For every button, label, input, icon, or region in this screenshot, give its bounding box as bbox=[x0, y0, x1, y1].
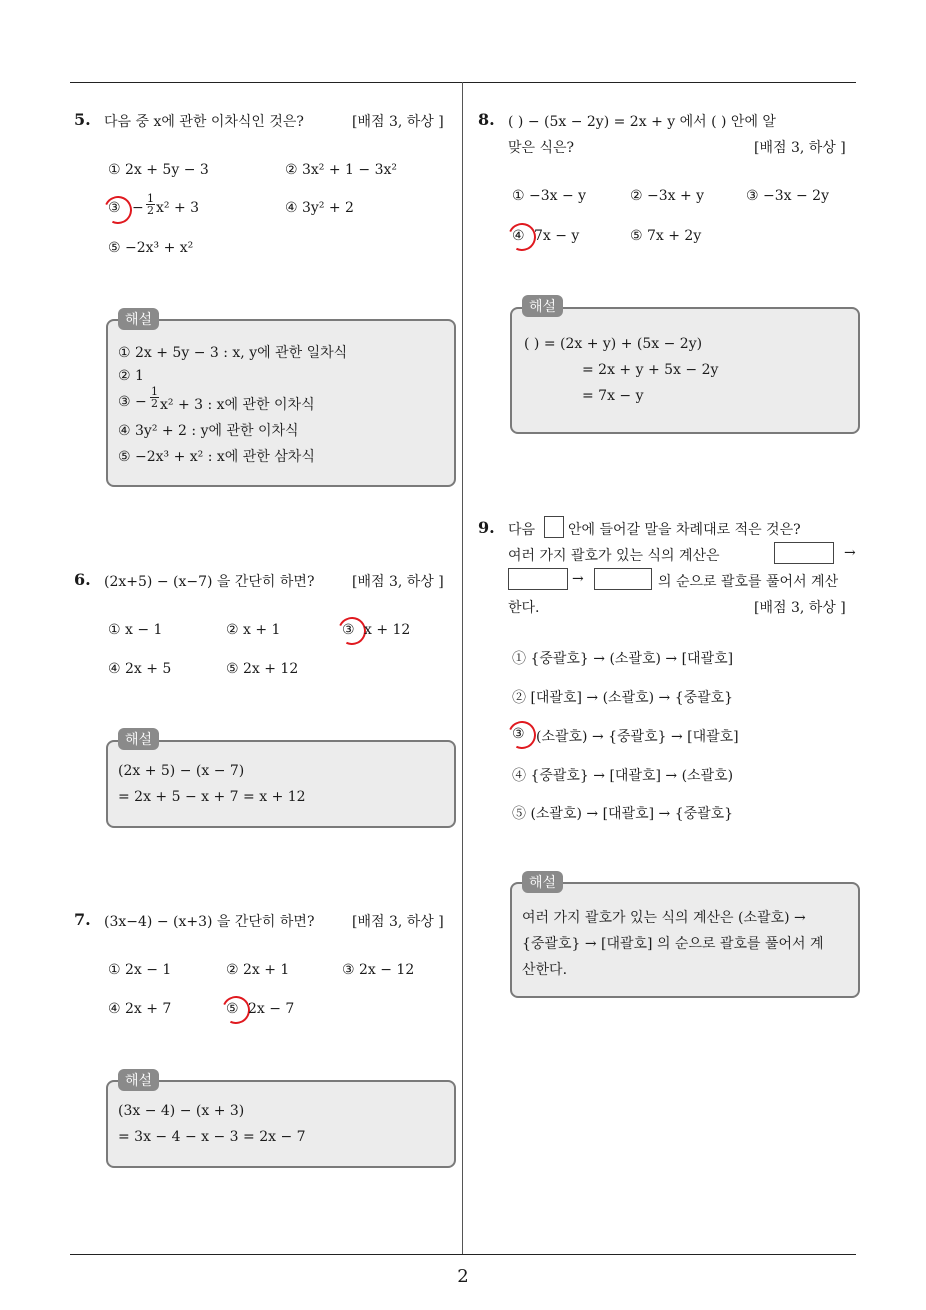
page-number: 2 bbox=[457, 1266, 469, 1287]
option-3-fraction bbox=[146, 193, 155, 216]
option-5[interactable]: ⑤ 2x + 12 bbox=[226, 661, 299, 677]
score-meta: [배점 3, 하상 ] bbox=[754, 600, 846, 616]
question-number: 8. bbox=[478, 110, 495, 129]
blank-box bbox=[544, 516, 564, 538]
column-divider bbox=[462, 82, 463, 1254]
question-line-3-tail: 의 순으로 괄호를 풀어서 계산 bbox=[658, 574, 839, 590]
fraction-denominator: 2 bbox=[151, 397, 158, 410]
solution-line: ( ) = (2x + y) + (5x − 2y) bbox=[524, 336, 703, 352]
solution-line: = 2x + y + 5x − 2y bbox=[582, 362, 719, 378]
question-text: (2x+5) − (x−7) 을 간단히 하면? bbox=[104, 574, 315, 590]
question-line-2: 여러 가지 괄호가 있는 식의 계산은 bbox=[508, 548, 720, 564]
blank-box-3 bbox=[594, 568, 652, 590]
solution-line: (3x − 4) − (x + 3) bbox=[118, 1103, 245, 1119]
solution-line: {중괄호} → [대괄호] 의 순으로 괄호를 풀어서 계 bbox=[522, 936, 824, 952]
score-meta: [배점 3, 하상 ] bbox=[754, 140, 846, 156]
question-text: ( ) − (5x − 2y) = 2x + y 에서 ( ) 안에 알 bbox=[508, 114, 776, 130]
solution-box bbox=[106, 740, 456, 828]
question-number: 7. bbox=[74, 910, 91, 929]
solution-tag: 해설 bbox=[118, 728, 159, 750]
option-1[interactable]: ① x − 1 bbox=[108, 622, 163, 638]
option-1[interactable]: ① {중괄호} → (소괄호) → [대괄호] bbox=[512, 651, 734, 667]
fraction-numerator: 1 bbox=[147, 192, 154, 205]
solution-line: = 2x + 5 − x + 7 = x + 12 bbox=[118, 789, 306, 805]
option-4-text: 7x − y bbox=[534, 228, 580, 244]
score-meta: [배점 3, 하상 ] bbox=[352, 574, 444, 590]
option-1[interactable]: ① 2x − 1 bbox=[108, 962, 172, 978]
question-number: 9. bbox=[478, 518, 495, 537]
score-meta: [배점 3, 하상 ] bbox=[352, 914, 444, 930]
solution-line: = 3x − 4 − x − 3 = 2x − 7 bbox=[118, 1129, 306, 1145]
option-3-tail: x² + 3 bbox=[156, 200, 200, 216]
option-5-marker[interactable]: ⑤ bbox=[226, 1001, 239, 1017]
option-2[interactable]: ② x + 1 bbox=[226, 622, 281, 638]
blank-box-1 bbox=[774, 542, 834, 564]
solution-fraction bbox=[150, 386, 159, 409]
solution-line: ① 2x + 5y − 3 : x, y에 관한 일차식 bbox=[118, 345, 348, 361]
solution-tag: 해설 bbox=[118, 308, 159, 330]
fraction-numerator: 1 bbox=[151, 385, 158, 398]
option-3-minus: − bbox=[132, 200, 144, 216]
solution-tag: 해설 bbox=[522, 295, 563, 317]
solution-line: (2x + 5) − (x − 7) bbox=[118, 763, 245, 779]
option-4[interactable]: ④ 2x + 7 bbox=[108, 1001, 172, 1017]
option-2[interactable]: ② 2x + 1 bbox=[226, 962, 290, 978]
option-3[interactable]: ③ −3x − 2y bbox=[746, 188, 829, 204]
question-text-a: 다음 bbox=[508, 522, 536, 538]
option-1[interactable]: ① 2x + 5y − 3 bbox=[108, 162, 209, 178]
question-text: (3x−4) − (x+3) 을 간단히 하면? bbox=[104, 914, 315, 930]
blank-box-2 bbox=[508, 568, 568, 590]
option-5[interactable]: ⑤ 7x + 2y bbox=[630, 228, 702, 244]
fraction-denominator: 2 bbox=[147, 204, 154, 217]
option-5-text: 2x − 7 bbox=[248, 1001, 295, 1017]
option-5[interactable]: ⑤ −2x³ + x² bbox=[108, 240, 194, 256]
option-4[interactable]: ④ 3y² + 2 bbox=[285, 200, 354, 216]
solution-line: ⑤ −2x³ + x² : x에 관한 삼차식 bbox=[118, 449, 315, 465]
solution-line: x² + 3 : x에 관한 이차식 bbox=[160, 397, 315, 413]
arrow: → bbox=[572, 571, 584, 587]
question-number: 6. bbox=[74, 570, 91, 589]
option-2[interactable]: ② 3x² + 1 − 3x² bbox=[285, 162, 397, 178]
solution-tag: 해설 bbox=[522, 871, 563, 893]
option-3-marker[interactable]: ③ bbox=[342, 622, 355, 638]
option-2[interactable]: ② −3x + y bbox=[630, 188, 705, 204]
option-3-marker[interactable]: ③ bbox=[108, 200, 121, 216]
solution-line: ③ − bbox=[118, 394, 147, 410]
option-3-marker[interactable]: ③ bbox=[512, 726, 525, 742]
question-number: 5. bbox=[74, 110, 91, 129]
option-3-text: x + 12 bbox=[364, 622, 411, 638]
bottom-rule bbox=[70, 1254, 856, 1255]
option-5[interactable]: ⑤ (소괄호) → [대괄호] → {중괄호} bbox=[512, 806, 734, 822]
score-meta: [배점 3, 하상 ] bbox=[352, 114, 444, 130]
solution-line: 산한다. bbox=[522, 962, 568, 978]
solution-box bbox=[106, 1080, 456, 1168]
option-4[interactable]: ④ 2x + 5 bbox=[108, 661, 172, 677]
solution-line: 여러 가지 괄호가 있는 식의 계산은 (소괄호) → bbox=[522, 910, 806, 926]
option-3-text: (소괄호) → {중괄호} → [대괄호] bbox=[536, 729, 739, 745]
solution-line: ④ 3y² + 2 : y에 관한 이차식 bbox=[118, 423, 299, 439]
question-text: 다음 중 x에 관한 이차식인 것은? bbox=[104, 114, 304, 130]
option-2[interactable]: ② [대괄호] → (소괄호) → {중괄호} bbox=[512, 690, 734, 706]
arrow: → bbox=[844, 545, 856, 561]
top-rule bbox=[70, 82, 856, 83]
question-text-cont: 맞은 식은? bbox=[508, 140, 575, 156]
option-3[interactable]: ③ 2x − 12 bbox=[342, 962, 415, 978]
option-4[interactable]: ④ {중괄호} → [대괄호] → (소괄호) bbox=[512, 768, 734, 784]
solution-tag: 해설 bbox=[118, 1069, 159, 1091]
option-4-marker[interactable]: ④ bbox=[512, 228, 525, 244]
solution-line: ② 1 bbox=[118, 368, 144, 384]
solution-line: = 7x − y bbox=[582, 388, 644, 404]
question-text-b: 안에 들어갈 말을 차례대로 적은 것은? bbox=[568, 522, 801, 538]
question-line-4: 한다. bbox=[508, 600, 540, 616]
option-1[interactable]: ① −3x − y bbox=[512, 188, 587, 204]
